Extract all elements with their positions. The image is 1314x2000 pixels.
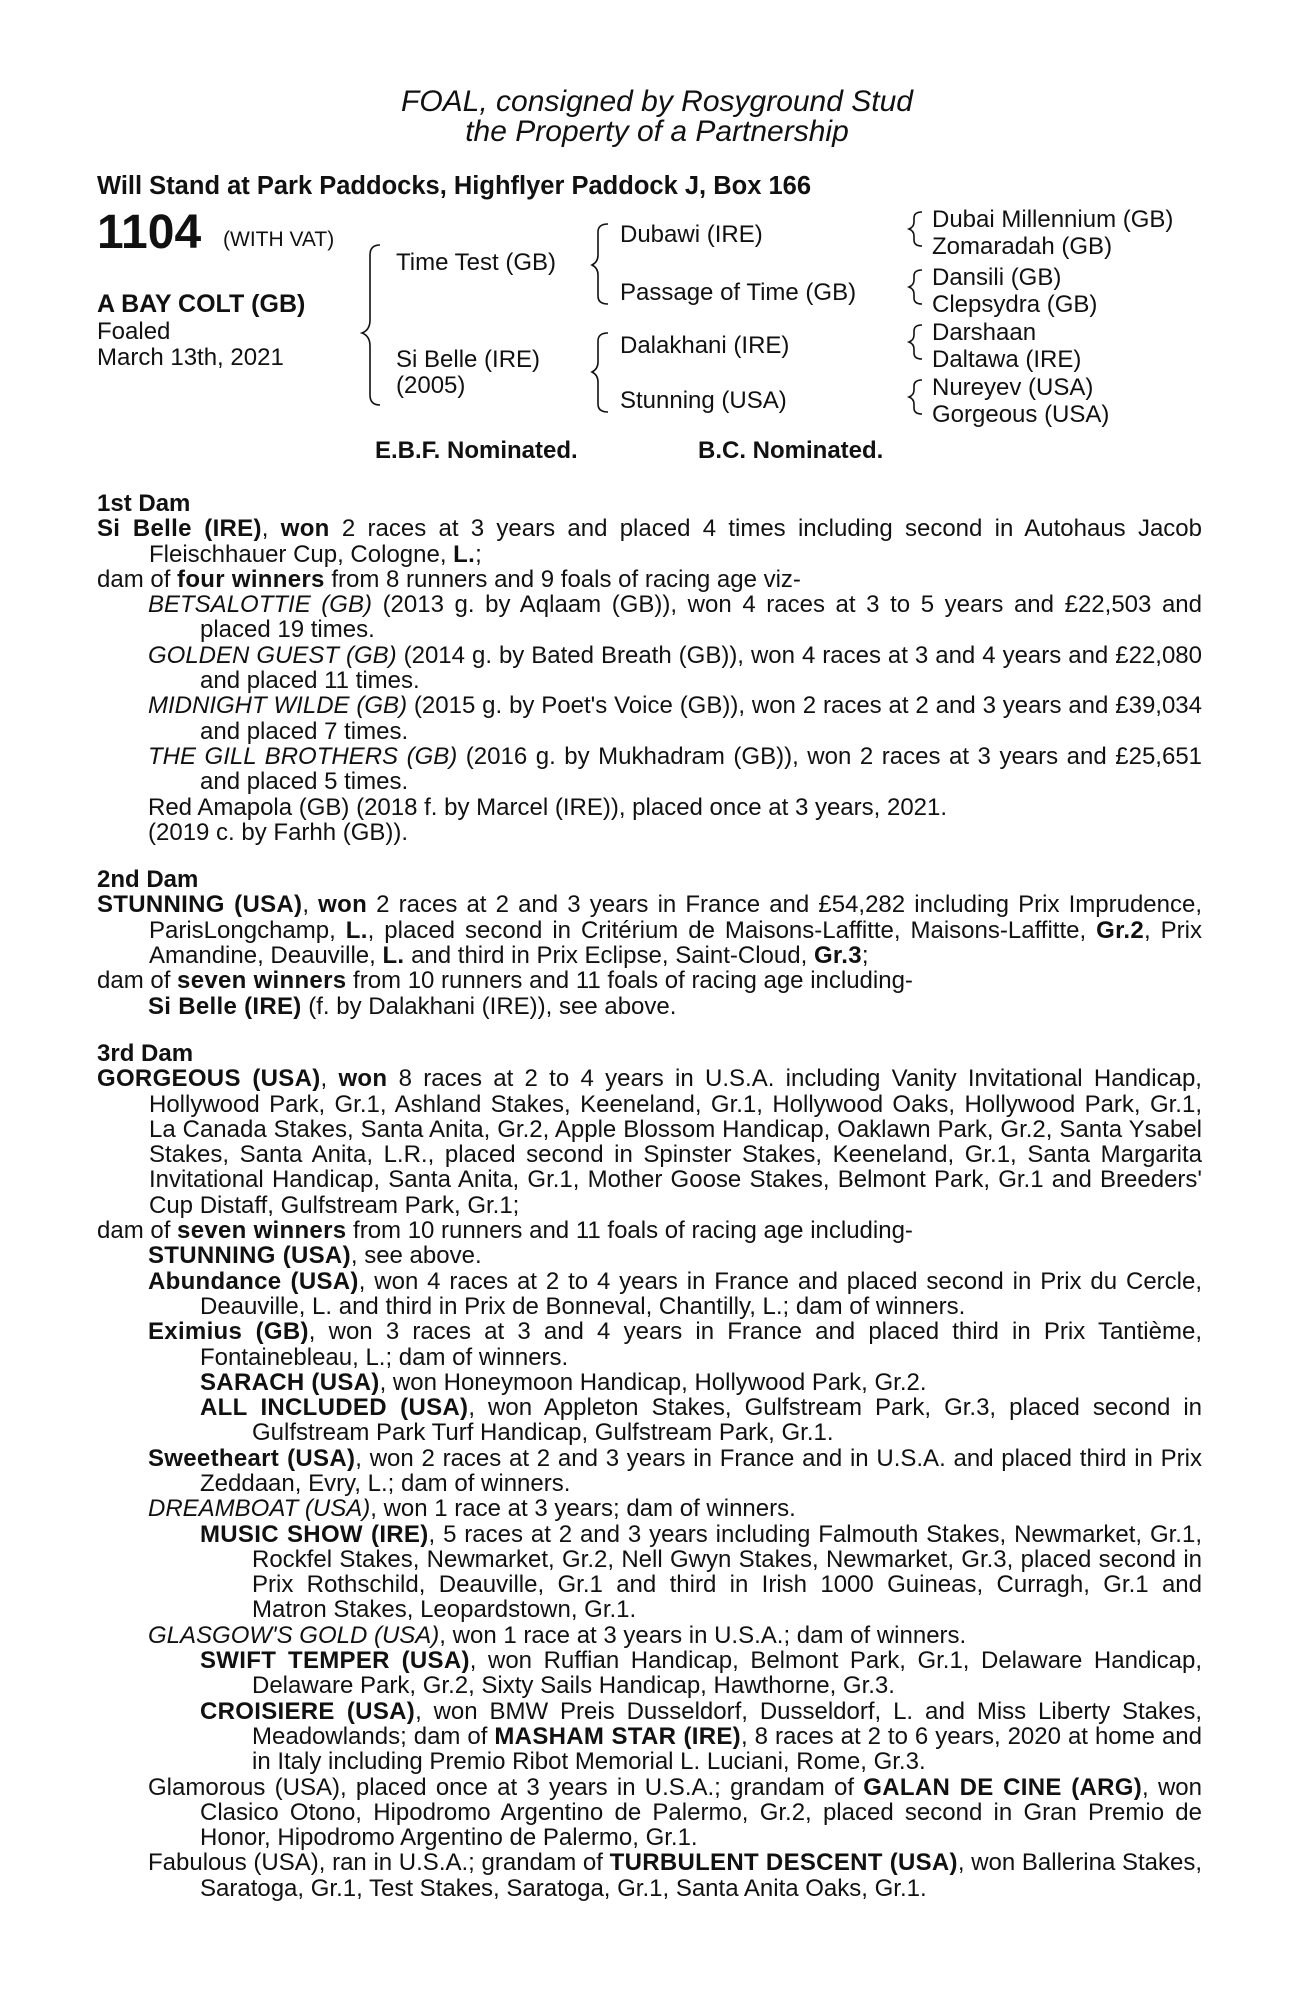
group-mark: Gr.2 <box>1096 916 1145 944</box>
offspring-name: CROISIERE (USA) <box>200 1697 416 1725</box>
offspring-entry <box>97 1319 1202 1370</box>
g3-6: Daltawa (IRE) <box>932 346 1082 373</box>
offspring-name: GOLDEN GUEST (GB) <box>148 641 397 669</box>
grandoffspring-entry <box>97 1522 1202 1623</box>
g3-1: Dubai Millennium (GB) <box>932 206 1174 233</box>
offspring-record: , won 3 races at 3 and 4 years in France and placed third in Prix Tantième, Fontainebleau, L.; dam of winners. <box>200 1318 1202 1371</box>
offspring-record: , won Ballerina Stakes, Saratoga, Gr.1, Test Stakes, Saratoga, Gr.1, Santa Anita Oaks, Gr.1. <box>200 1849 1203 1902</box>
dam1-won: won <box>280 515 330 543</box>
dam1-text-end: ; <box>475 540 482 568</box>
dam3-record: GORGEOUS (USA), won 8 races at 2 to 4 years in U.S.A. including Vanity Invitational Handicap, Hollywood Park, Gr.1, Ashland Stakes, Keeneland, Gr.1, Hollywood Oaks, Hollywood Park, Gr.1, La Canada Stakes, Santa Anita, Gr.2, Apple Blossom Handicap, Oaklawn Park, Gr.2, Santa Ysabel Stakes, Santa Anita, L.R., placed second in Spinster Stakes, Keeneland, Gr.1, Santa Margarita Invitational Handicap, Santa Anita, Gr.1, Mother Goose Stakes, Belmont Park, Gr.1 and Breeders' Cup Distaff, Gulfstream Park, Gr.1; <box>97 1065 1202 1219</box>
ebf-nomination: E.B.F. Nominated. <box>375 437 578 464</box>
grandoffspring-entry <box>97 1395 1202 1446</box>
offspring-record: , won BMW Preis Dusseldorf, Dusseldorf, L. and Miss Liberty Stakes, Meadowlands; dam of <box>252 1697 1202 1750</box>
offspring-name: BETSALOTTIE (GB) <box>148 591 372 619</box>
record-text: and third in Prix Eclipse, Saint-Cloud, <box>404 942 814 970</box>
bc-nomination: B.C. Nominated. <box>698 437 884 464</box>
dam-dam: Stunning (USA) <box>620 387 787 414</box>
offspring-record: (2014 g. by Bated Breath (GB)), won 4 races at 3 and 4 years and £22,080 and placed 11 times. <box>200 641 1202 695</box>
offspring-record: , 8 races at 2 to 6 years, 2020 at home and in Italy including Premio Ribot Memorial L. Luciani, Rome, Gr.3. <box>252 1722 1202 1776</box>
offspring-name: SWIFT TEMPER (USA) <box>200 1647 470 1675</box>
dam2-record: STUNNING (USA), won 2 races at 2 and 3 years in France and £54,282 including Prix Imprudence, ParisLongchamp, L., placed second in Critérium de Maisons-Laffitte, Maisons-Laffitte, Gr.2, Prix Amandine, Deauville, L. and third in Prix Eclipse, Saint-Cloud, Gr.3; <box>97 891 1202 970</box>
offspring-entry <box>97 1775 1202 1851</box>
offspring-entry <box>97 1243 1202 1268</box>
g3-2: Zomaradah (GB) <box>932 233 1113 260</box>
dam1-produce-summary <box>97 567 1202 592</box>
offspring-record: (2015 g. by Poet's Voice (GB)), won 2 races at 2 and 3 years and £39,034 and placed 7 times. <box>200 692 1203 745</box>
winners-count: seven winners <box>177 967 347 995</box>
dam2-produce-summary <box>97 968 1202 993</box>
produce-summary-rest: from 10 runners and 11 foals of racing age including- <box>346 967 913 995</box>
dam1-heading: 1st Dam <box>97 490 191 517</box>
offspring-name: MASHAM STAR (IRE) <box>494 1722 741 1750</box>
offspring-record: , won 4 races at 2 to 4 years in France and placed second in Prix du Cercle, Deauville, L. and third in Prix de Bonneval, Chantilly, L.; dam of winners. <box>200 1267 1203 1320</box>
g3-8: Gorgeous (USA) <box>932 401 1110 428</box>
winners-count: four winners <box>177 565 325 593</box>
offspring-record: , won Ruffian Handicap, Belmont Park, Gr.1, Delaware Handicap, Delaware Park, Gr.2, Sixty Sails Handicap, Hawthorne, Gr.3. <box>252 1647 1202 1700</box>
offspring-name: TURBULENT DESCENT (USA) <box>609 1849 958 1877</box>
offspring-record: Red Amapola (GB) (2018 f. by Marcel (IRE)), placed once at 3 years, 2021. <box>148 793 948 821</box>
offspring-name: GLASGOW'S GOLD (USA) <box>148 1621 440 1649</box>
winners-count: seven winners <box>177 1217 347 1245</box>
offspring-record: (2013 g. by Aqlaam (GB)), won 4 races at 3 to 5 years and £22,503 and placed 19 times. <box>200 591 1203 644</box>
offspring-record: (2019 c. by Farhh (GB)). <box>148 818 409 846</box>
consignor-line-1: FOAL, consigned by Rosyground Stud <box>401 85 913 118</box>
dam2-name: STUNNING (USA) <box>97 891 303 919</box>
offspring-entry <box>97 994 1202 1019</box>
offspring-entry <box>97 1850 1202 1901</box>
offspring-entry <box>97 820 1202 845</box>
offspring-entry <box>97 795 1202 820</box>
offspring-entry <box>97 1269 1202 1320</box>
g3-3: Dansili (GB) <box>932 264 1062 291</box>
record-text: 2 races at 2 and 3 years in France and £54,282 including Prix Imprudence, ParisLongchamp, <box>149 891 1202 944</box>
offspring-entry <box>97 592 1202 643</box>
dam3-heading: 3rd Dam <box>97 1039 194 1067</box>
offspring-record: , won Clasico Otono, Hipodromo Argentino de Palermo, Gr.2, placed second in Gran Premio de Honor, Hipodromo Argentino de Palermo, Gr.1. <box>200 1773 1202 1852</box>
offspring-record: , won 1 race at 3 years in U.S.A.; dam of winners. <box>439 1621 967 1649</box>
dam3-won: won <box>338 1065 388 1093</box>
offspring-record: (2016 g. by Mukhadram (GB)), won 2 races at 3 years and £25,651 and placed 5 times. <box>200 742 1203 796</box>
grandoffspring-entry <box>97 1648 1202 1699</box>
offspring-name: Abundance (USA) <box>148 1267 359 1295</box>
dam-of-label: dam of <box>97 967 178 995</box>
listed-mark: L. <box>453 540 476 568</box>
dam: Si Belle (IRE) <box>396 346 541 373</box>
offspring-name: THE GILL BROTHERS (GB) <box>148 742 458 770</box>
sire-sire: Dubawi (IRE) <box>620 221 763 248</box>
grandoffspring-entry <box>97 1370 1202 1395</box>
dam-of-label: dam of <box>97 1217 178 1245</box>
offspring-name: MUSIC SHOW (IRE) <box>200 1520 429 1548</box>
offspring-record: , won 2 races at 2 and 3 years in France and in U.S.A. and placed third in Prix Zeddaan, Evry, L.; dam of winners. <box>200 1444 1202 1497</box>
offspring-name: MIDNIGHT WILDE (GB) <box>148 692 408 720</box>
foaled-label: Foaled <box>97 318 171 345</box>
offspring-record: (f. by Dalakhani (IRE)), see above. <box>301 992 677 1020</box>
dam-year: (2005) <box>396 372 466 399</box>
produce-summary-rest: from 8 runners and 9 foals of racing age viz- <box>324 565 801 593</box>
dam3-produce-summary <box>97 1218 1202 1243</box>
offspring-entry <box>97 1623 1202 1648</box>
grandoffspring-entry <box>97 1699 1202 1775</box>
offspring-record: , won Appleton Stakes, Gulfstream Park, Gr.3, placed second in Gulfstream Park Turf Handicap, Gulfstream Park, Gr.1. <box>252 1394 1203 1447</box>
offspring-entry <box>97 693 1202 744</box>
offspring-name: Eximius (GB) <box>148 1318 309 1346</box>
offspring-entry <box>97 1496 1202 1521</box>
group-mark: Gr.3 <box>813 942 862 970</box>
lot-number: 1104 <box>97 206 202 259</box>
g3-5: Darshaan <box>932 319 1037 346</box>
offspring-entry <box>97 744 1202 795</box>
offspring-name: ALL INCLUDED (USA) <box>200 1394 469 1422</box>
sire-dam: Passage of Time (GB) <box>620 279 857 306</box>
offspring-record: , see above. <box>350 1242 482 1270</box>
offspring-name: Sweetheart (USA) <box>148 1444 356 1472</box>
record-text: ; <box>861 942 869 970</box>
offspring-name: Si Belle (IRE) <box>148 992 302 1020</box>
dam1-name: Si Belle (IRE) <box>97 515 262 543</box>
dam3-name: GORGEOUS (USA) <box>97 1065 321 1093</box>
offspring-entry <box>97 643 1202 694</box>
sire: Time Test (GB) <box>396 249 557 276</box>
produce-summary-rest: from 10 runners and 11 foals of racing age including- <box>346 1217 913 1245</box>
offspring-name: GALAN DE CINE (ARG) <box>863 1773 1143 1801</box>
dam2-won: won <box>318 891 368 919</box>
offspring-name: SARACH (USA) <box>200 1368 380 1396</box>
dam2-heading: 2nd Dam <box>97 866 199 894</box>
catalogue-body <box>97 491 1202 1901</box>
offspring-record: Fabulous (USA), ran in U.S.A.; grandam of <box>148 1849 610 1877</box>
horse-description: A BAY COLT (GB) <box>97 290 306 318</box>
dam-sire: Dalakhani (IRE) <box>620 332 790 359</box>
offspring-name: STUNNING (USA) <box>148 1242 351 1270</box>
dam-of-label: dam of <box>97 565 178 593</box>
offspring-record: , won 1 race at 3 years; dam of winners. <box>370 1495 796 1523</box>
vat-note: (WITH VAT) <box>223 228 335 251</box>
offspring-name: DREAMBOAT (USA) <box>148 1495 371 1523</box>
offspring-record: , won Honeymoon Handicap, Hollywood Park, Gr.2. <box>379 1368 927 1396</box>
listed-mark: L. <box>382 942 405 970</box>
dam1-record: Si Belle (IRE), won 2 races at 3 years and placed 4 times including second in Autohaus Jacob Fleischhauer Cup, Cologne, L.; <box>97 515 1202 568</box>
dam1-text: 2 races at 3 years and placed 4 times including second in Autohaus Jacob Fleischhauer Cup, Cologne, <box>149 515 1202 568</box>
record-text: , placed second in Critérium de Maisons-Laffitte, Maisons-Laffitte, <box>367 916 1097 944</box>
g3-4: Clepsydra (GB) <box>932 291 1098 318</box>
listed-mark: L. <box>345 916 368 944</box>
foaled-date: March 13th, 2021 <box>97 344 284 371</box>
record-text: 8 races at 2 to 4 years in U.S.A. including Vanity Invitational Handicap, Hollywood Park, Gr.1, Ashland Stakes, Keeneland, Gr.1, Hollywood Oaks, Hollywood Park, Gr.1, La Canada Stakes, Santa Anita, Gr.2, Apple Blossom Handicap, Oaklawn Park, Gr.2, Santa Ysabel Stakes, Santa Anita, L.R., placed second in Spinster Stakes, Keeneland, Gr.1, Santa Margarita Invitational Handicap, Santa Anita, Gr.1, Mother Goose Stakes, Belmont Park, Gr.1 and Breeders' Cup Distaff, Gulfstream Park, Gr.1; <box>149 1065 1202 1219</box>
offspring-record: , 5 races at 2 and 3 years including Falmouth Stakes, Newmarket, Gr.1, Rockfel Stakes, Newmarket, Gr.2, Nell Gwyn Stakes, Newmarket, Gr.3, placed second in Prix Rothschild, Deauville, Gr.1 and third in Irish 1000 Guineas, Curragh, Gr.1 and Matron Stakes, Leopardstown, Gr.1. <box>252 1520 1202 1624</box>
offspring-record: Glamorous (USA), placed once at 3 years in U.S.A.; grandam of <box>148 1773 864 1801</box>
g3-7: Nureyev (USA) <box>932 374 1094 401</box>
stand-location: Will Stand at Park Paddocks, Highflyer Paddock J, Box 166 <box>97 172 811 200</box>
offspring-entry <box>97 1446 1202 1497</box>
record-text: , Prix Amandine, Deauville, <box>149 916 1202 970</box>
consignor-line-2: the Property of a Partnership <box>465 115 849 148</box>
